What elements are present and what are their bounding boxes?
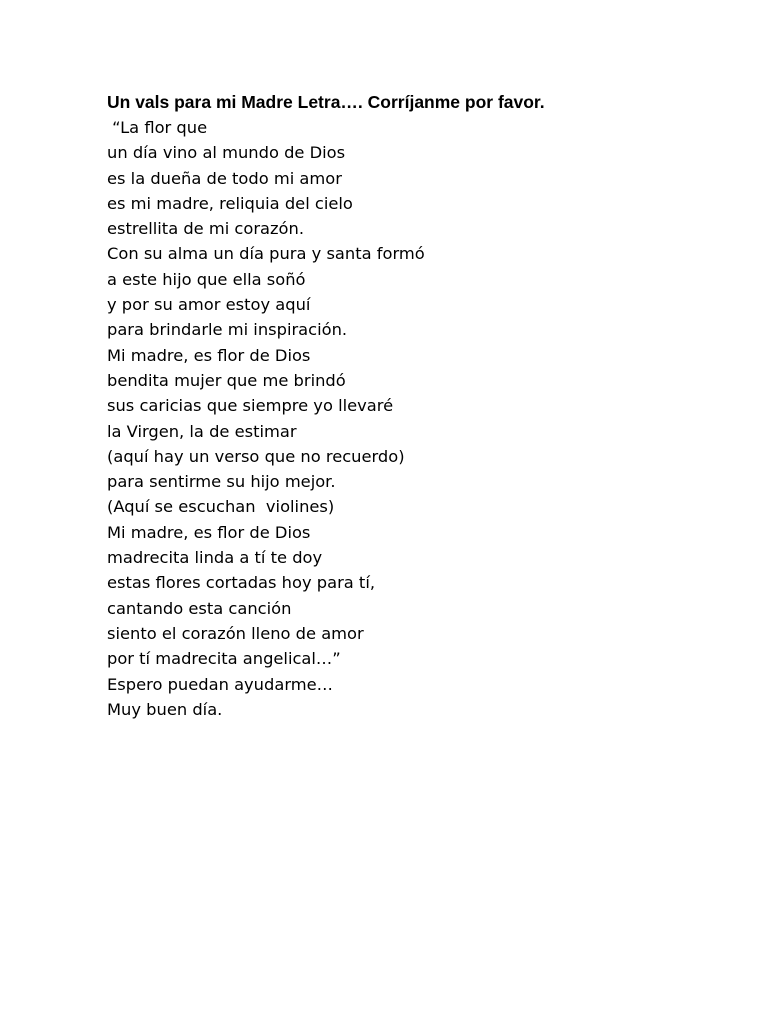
- poem-line: sus caricias que siempre yo llevaré: [107, 396, 394, 416]
- poem-line: estas flores cortadas hoy para tí,: [107, 573, 376, 593]
- poem-line: bendita mujer que me brindó: [107, 370, 346, 390]
- poem-line: por tí madrecita angelical…”: [107, 649, 341, 669]
- poem-text: [107, 115, 727, 722]
- poem-line: Con su alma un día pura y santa formó: [107, 244, 425, 264]
- poem-line: siento el corazón lleno de amor: [107, 623, 364, 643]
- document-title: Un vals para mi Madre Letra…. Corríjanme por favor.: [107, 92, 545, 112]
- poem-line: Mi madre, es flor de Dios: [107, 522, 311, 542]
- poem-line: Espero puedan ayudarme…: [107, 674, 333, 694]
- poem-line: para sentirme su hijo mejor.: [107, 472, 336, 492]
- poem-line: para brindarle mi inspiración.: [107, 320, 348, 340]
- poem-line: (aquí hay un verso que no recuerdo): [107, 446, 405, 466]
- poem-line: la Virgen, la de estimar: [107, 421, 297, 441]
- poem-line: es mi madre, reliquia del cielo: [107, 193, 353, 213]
- poem-line: cantando esta canción: [107, 598, 292, 618]
- poem-line: Muy buen día.: [107, 699, 223, 719]
- poem-line: Mi madre, es flor de Dios: [107, 345, 311, 365]
- poem-line: es la dueña de todo mi amor: [107, 168, 342, 188]
- poem-line: un día vino al mundo de Dios: [107, 143, 346, 163]
- poem-line: (Aquí se escuchan violines): [107, 497, 335, 517]
- poem-line: “La flor que: [107, 118, 208, 137]
- poem-line: a este hijo que ella soñó: [107, 269, 306, 289]
- poem-line: estrellita de mi corazón.: [107, 219, 305, 239]
- poem-line: madrecita linda a tí te doy: [107, 548, 323, 568]
- poem-line: y por su amor estoy aquí: [107, 295, 311, 315]
